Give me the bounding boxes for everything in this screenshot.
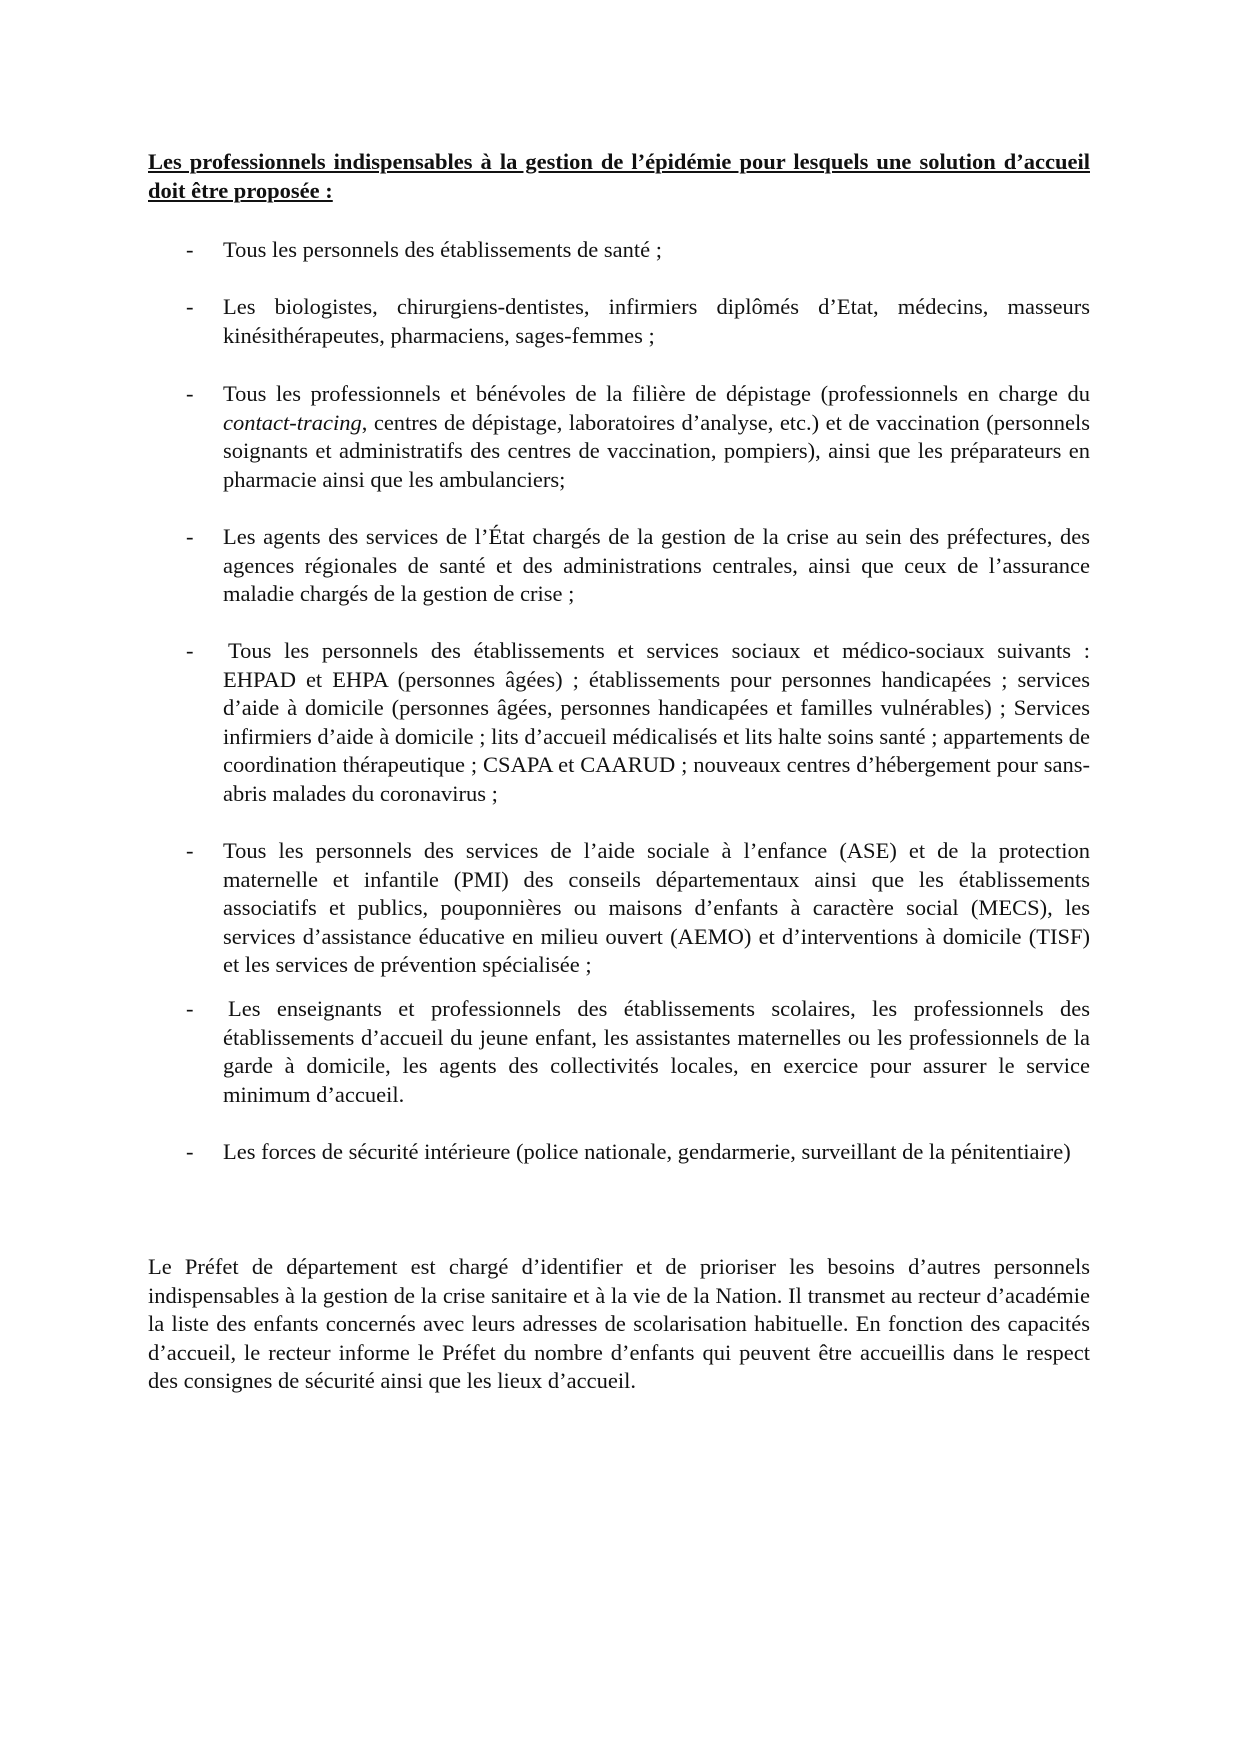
- list-item-text: [223, 380, 1090, 494]
- list-item-text: Les biologistes, chirurgiens-dentistes, infirmiers diplômés d’Etat, médecins, masseurs kinésithérapeutes, pharmaciens, sages-femmes ;: [223, 294, 1090, 348]
- list-item-text: Tous les personnels des établissements et services sociaux et médico-sociaux suivants : EHPAD et EHPA (personnes âgées) ; établissements pour personnes handicapées ; services d’aide à domicile (personnes âgées, personnes handicapées et familles vulnérables) ; Services infirmiers d’aide à domicile ; lits d’accueil médicalisés et lits halte soins santé ; appartements de coordination thérapeutique ; CSAPA et CAARUD ; nouveaux centres d’hébergement pour sans-abris malades du coronavirus ;: [223, 638, 1090, 806]
- list-item-text-start: Tous les professionnels et bénévoles de la filière de dépistage (professionnels en charge du: [223, 381, 1090, 406]
- list-item-text: Tous les personnels des services de l’aide sociale à l’enfance (ASE) et de la protection maternelle et infantile (PMI) des conseils départementaux ainsi que les établissements associatifs et publics, pouponnières ou maisons d’enfants à caractère social (MECS), les services d’assistance éducative en milieu ouvert (AEMO) et d’interventions à domicile (TISF) et les services de prévention spécialisée ;: [223, 838, 1090, 978]
- bullet-dash: -: [186, 1139, 194, 1164]
- list-item-text: Les forces de sécurité intérieure (police nationale, gendarmerie, surveillant de la pénitentiaire): [223, 1139, 1071, 1164]
- list-item-text-end: , centres de dépistage, laboratoires d’analyse, etc.) et de vaccination (personnels soignants et administratifs des centres de vaccination, pompiers), ainsi que les préparateurs en pharmacie ainsi que les ambulanciers;: [223, 409, 1090, 492]
- bullet-dash: -: [186, 996, 194, 1021]
- bullet-dash: -: [186, 381, 194, 406]
- list-item-text: Les enseignants et professionnels des établissements scolaires, les professionnels des établissements d’accueil du jeune enfant, les assistantes maternelles ou les professionnels de la garde à domicile, les agents des collectivités locales, en exercice pour assurer le service minimum d’accueil.: [223, 996, 1090, 1107]
- list-item-text: Tous les personnels des établissements de santé ;: [223, 237, 662, 262]
- closing-paragraph: Le Préfet de département est chargé d’identifier et de prioriser les besoins d’autres personnels indispensables à la gestion de la crise sanitaire et à la vie de la Nation. Il transmet au recteur d’académie la liste des enfants concernés avec leurs adresses de scolarisation habituelle. En fonction des capacités d’accueil, le recteur informe le Préfet du nombre d’enfants qui peuvent être accueillis dans le respect des consignes de sécurité ainsi que les lieux d’accueil.: [148, 1254, 1090, 1394]
- bullet-dash: -: [186, 294, 194, 319]
- bullet-dash: -: [186, 838, 194, 863]
- section-heading: Les professionnels indispensables à la gestion de l’épidémie pour lesquels une solution d’accueil doit être proposée :: [148, 149, 1090, 203]
- italic-term: contact-tracing: [223, 409, 362, 435]
- bullet-dash: -: [186, 638, 194, 663]
- list-item-text: Les agents des services de l’État chargés de la gestion de la crise au sein des préfectures, des agences régionales de santé et des administrations centrales, ainsi que ceux de l’assurance maladie chargés de la gestion de crise ;: [223, 524, 1090, 607]
- bullet-dash: -: [186, 524, 194, 549]
- bullet-dash: -: [186, 237, 194, 262]
